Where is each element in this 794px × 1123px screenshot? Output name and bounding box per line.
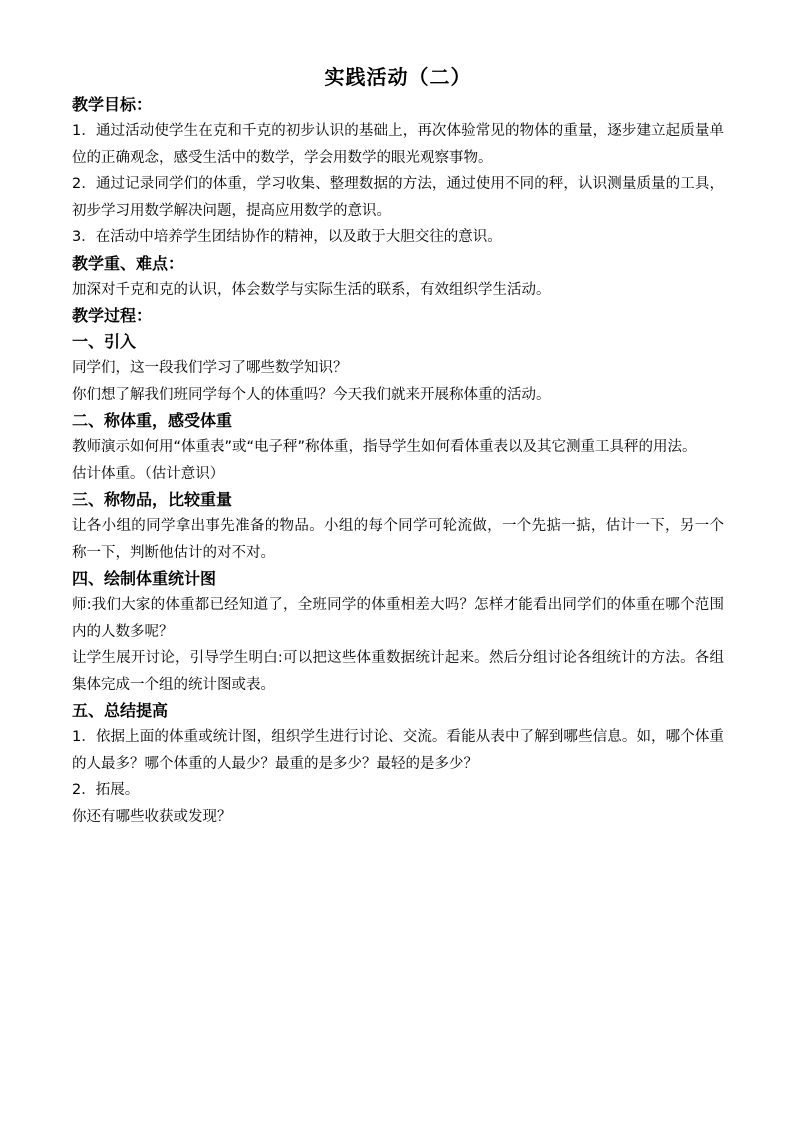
- document-page: [72, 62, 724, 830]
- objective-item-1: 1．通过活动使学生在克和千克的初步认识的基础上，再次体验常见的物体的重量，逐步建立起质量单位的正确观念，感受生活中的数学，学会用数学的眼光观察事物。: [72, 123, 724, 166]
- part2-heading: 二、称体重，感受体重: [72, 411, 233, 430]
- part4-line-1: 师:我们大家的体重都已经知道了，全班同学的体重相差大吗？怎样才能看出同学们的体重在哪个范围内的人数多呢？: [72, 597, 724, 640]
- objective-item-2: 2．通过记录同学们的体重，学习收集、整理数据的方法，通过使用不同的秤，认识测量质量的工具，初步学习用数学解决问题，提高应用数学的意识。: [72, 176, 724, 219]
- part3-line-1: 让各小组的同学拿出事先准备的物品。小组的每个同学可轮流做，一个先掂一掂，估计一下，另一个称一下，判断他估计的对不对。: [72, 518, 724, 561]
- part5-line-2: 2．拓展。: [72, 782, 140, 798]
- part5-line-1: 1．依据上面的体重或统计图，组织学生进行讨论、交流。看能从表中了解到哪些信息。如，哪个体重的人最多？哪个体重的人最少？最重的是多少？最轻的是多少？: [72, 729, 724, 772]
- part2-line-2: 估计体重。（估计意识）: [72, 465, 225, 482]
- key-points-text: 加深对千克和克的认识，体会数学与实际生活的联系，有效组织学生活动。: [72, 281, 551, 298]
- part1-line-1: 同学们，这一段我们学习了哪些数学知识？: [72, 360, 348, 376]
- objective-item-3: 3．在活动中培养学生团结协作的精神，以及敢于大胆交往的意识。: [72, 229, 502, 245]
- process-heading: 教学过程：: [72, 306, 153, 325]
- document-title: 实践活动（二）: [324, 65, 472, 89]
- objectives-heading: 教学目标：: [72, 95, 153, 114]
- part4-heading: 四、绘制体重统计图: [72, 569, 217, 588]
- part1-heading: 一、引入: [72, 332, 137, 351]
- part3-heading: 三、称物品，比较重量: [72, 490, 233, 509]
- part4-line-2: 让学生展开讨论，引导学生明白:可以把这些体重数据统计起来。然后分组讨论各组统计的方法。各组集体完成一个组的统计图或表。: [72, 650, 724, 693]
- part2-line-1: 教师演示如何用“体重表”或“电子秤”称体重，指导学生如何看体重表以及其它测重工具秤的用法。: [72, 439, 697, 455]
- part5-heading: 五、总结提高: [72, 701, 169, 720]
- part1-line-2: 你们想了解我们班同学每个人的体重吗？今天我们就来开展称体重的活动。: [72, 386, 551, 403]
- key-points-heading: 教学重、难点：: [72, 253, 185, 273]
- part5-line-3: 你还有哪些收获或发现？: [72, 808, 232, 825]
